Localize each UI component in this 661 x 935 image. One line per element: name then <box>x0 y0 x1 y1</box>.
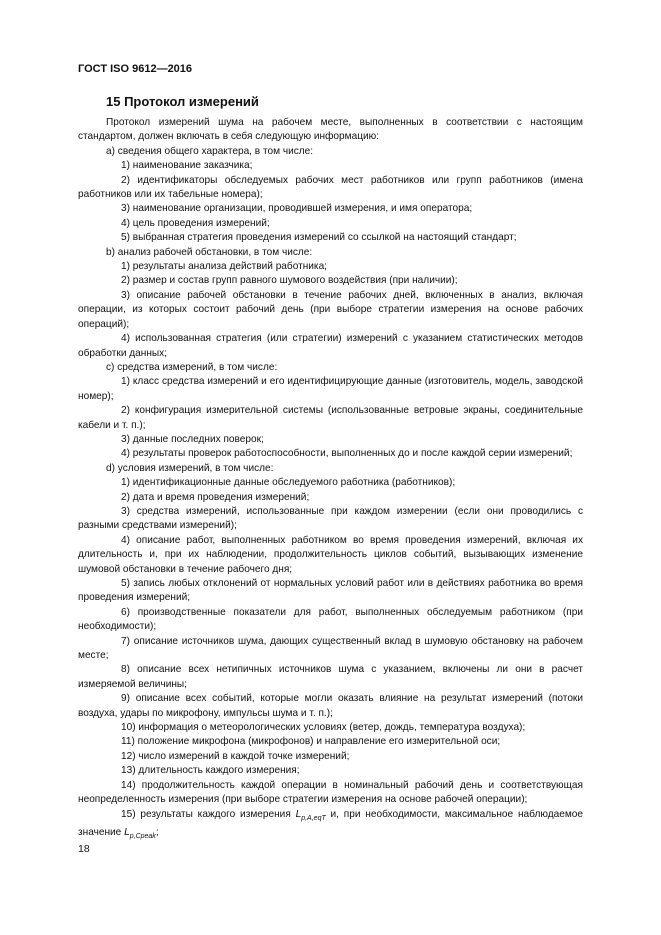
list-item: 12) число измерений в каждой точке измерений; <box>121 750 350 762</box>
list-item: 11) положение микрофона (микрофонов) и направление его измерительной оси; <box>121 736 501 748</box>
document-header: ГОСТ ISO 9612—2016 <box>78 63 193 75</box>
level-symbol: L <box>295 808 302 820</box>
item-middle: и, при необходимости, максимальное наблюдаемое значение <box>78 808 583 838</box>
list-item: 7) описание источников шума, дающих существенный вклад в шумовую обстановку на рабочем месте; <box>78 635 583 662</box>
list-item: 5) запись любых отклонений от нормальных условий работ или в действиях работника во время проведения измерений; <box>78 578 583 604</box>
list-item: 5) выбранная стратегия проведения измерений со ссылкой на настоящий стандарт; <box>121 232 517 244</box>
list-item: 2) размер и состав групп равного шумового воздействия (при наличии); <box>121 275 458 287</box>
list-item: 13) длительность каждого измерения; <box>121 765 300 777</box>
item-suffix: ; <box>155 826 159 838</box>
list-item: 14) продолжительность каждой операции в номинальный рабочий день и соответствующая неопределенность измерения (при выборе стратегии измерения на основе рабочей операции); <box>78 779 583 806</box>
list-item: 3) средства измерений, использованные при каждом измерении (если они проводились с разными средствами измерений); <box>78 505 583 532</box>
page-number: 18 <box>78 843 90 855</box>
item-prefix: 15) результаты каждого измерения <box>121 808 296 820</box>
group-d-label: d) условия измерений, в том числе: <box>106 462 274 474</box>
list-item: 1) наименование заказчика; <box>121 160 253 172</box>
group-a-label: a) сведения общего характера, в том числе: <box>106 145 314 157</box>
list-item-measurement-results <box>78 808 583 845</box>
intro-paragraph: Протокол измерений шума на рабочем месте, выполненных в соответствии с настоящим стандартом, должен включать в себя следующую информацию: <box>78 117 583 143</box>
list-item: 10) информация о метеорологических условиях (ветер, дождь, температура воздуха); <box>121 722 526 734</box>
section-title: 15 Протокол измерений <box>106 94 259 109</box>
list-item: 3) наименование организации, проводившей измерения, и имя оператора; <box>121 203 473 215</box>
list-item: 2) дата и время проведения измерений; <box>121 491 310 503</box>
list-item: 9) описание всех событий, которые могли оказать влияние на результат измерений (потоки воздуха, удары по микрофону, импульсы шума и т. п.); <box>78 693 583 719</box>
list-item: 4) описание работ, выполненных работником во время проведения измерений, включая их длительность и, при их наблюдении, продолжительность циклов событий, вызывающих изменение шумовой обстановки в течение рабочего дня; <box>78 534 583 575</box>
list-item: 1) результаты анализа действий работника; <box>121 261 327 273</box>
list-item: 3) данные последних поверок; <box>121 433 264 445</box>
peak-subscript: p,Cpeak <box>129 832 156 840</box>
list-item: 3) описание рабочей обстановки в течение рабочих дней, включенных в анализ, включая операции, из которых состоит рабочий день (при выборе стратегии измерения на основе рабочих операций); <box>78 289 583 330</box>
list-item: 6) производственные показатели для работ, выполненных обследуемым работником (при необходимости); <box>78 606 583 633</box>
list-item: 4) использованная стратегия (или стратегии) измерений с указанием статистических методов обработки данных; <box>78 333 583 359</box>
list-item: 4) результаты проверок работоспособности, выполненных до и после каждой серии измерений; <box>121 448 573 460</box>
list-item: 4) цель проведения измерений; <box>121 217 270 229</box>
list-item: 8) описание всех нетипичных источников шума с указанием, включены ли они в расчет измеряемой величины; <box>78 664 583 690</box>
report-content <box>78 116 583 844</box>
group-b-label: b) анализ рабочей обстановки, в том числе: <box>106 246 313 258</box>
peak-symbol: L <box>124 826 130 838</box>
level-subscript: p,A,eqT <box>301 814 326 822</box>
list-item: 2) идентификаторы обследуемых рабочих мест работников или групп работников (имена работников или их табельные номера); <box>78 174 583 201</box>
group-c-label: c) средства измерений, в том числе: <box>106 361 278 373</box>
list-item: 1) идентификационные данные обследуемого работника (работников); <box>121 477 456 489</box>
list-item: 1) класс средства измерений и его идентифицирующие данные (изготовитель, модель, заводской номер); <box>78 376 583 402</box>
list-item: 2) конфигурация измерительной системы (использованные ветровые экраны, соединительные кабели и т. п.); <box>78 405 583 431</box>
